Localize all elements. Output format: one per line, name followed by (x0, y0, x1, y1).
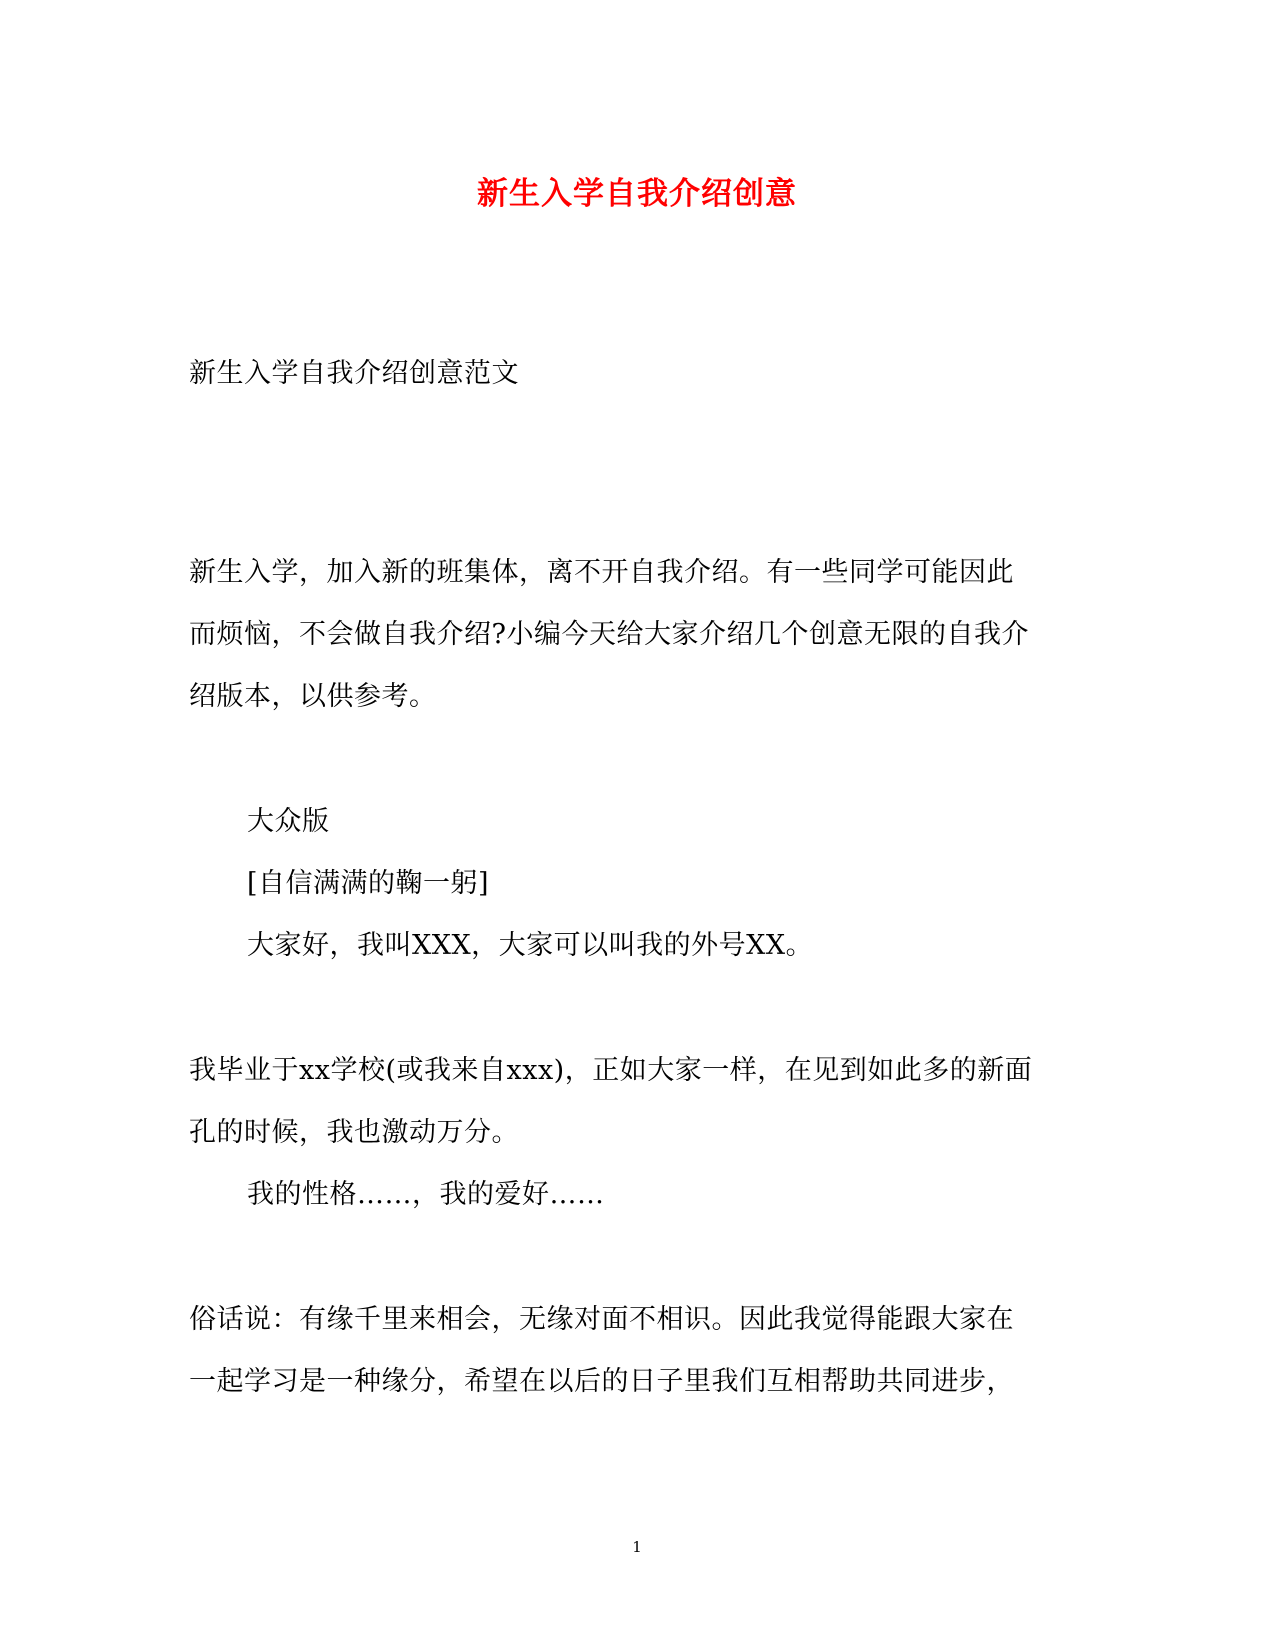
proverb-paragraph-line-2: 一起学习是一种缘分，希望在以后的日子里我们互相帮助共同进步， (189, 1366, 1014, 1397)
intro-paragraph-line-2: 而烦恼，不会做自我介绍?小编今天给大家介绍几个创意无限的自我介 (189, 619, 1029, 650)
school-paragraph-line-1: 我毕业于xx学校(或我来自xxx)，正如大家一样，在见到如此多的新面 (189, 1055, 1033, 1086)
stage-direction: [自信满满的鞠一躬] (247, 868, 490, 899)
intro-paragraph-line-1: 新生入学，加入新的班集体，离不开自我介绍。有一些同学可能因此 (189, 557, 1014, 588)
page-number: 1 (632, 1538, 642, 1556)
subtitle-line: 新生入学自我介绍创意范文 (189, 358, 519, 389)
intro-paragraph-line-3: 绍版本，以供参考。 (189, 681, 437, 712)
document-title: 新生入学自我介绍创意 (477, 176, 797, 212)
personality-line: 我的性格……，我的爱好…… (247, 1179, 605, 1210)
proverb-paragraph-line-1: 俗话说：有缘千里来相会，无缘对面不相识。因此我觉得能跟大家在 (189, 1304, 1014, 1335)
school-paragraph-line-2: 孔的时候，我也激动万分。 (189, 1117, 519, 1148)
section-heading: 大众版 (247, 806, 330, 837)
greeting-line: 大家好，我叫XXX，大家可以叫我的外号XX。 (247, 930, 814, 961)
